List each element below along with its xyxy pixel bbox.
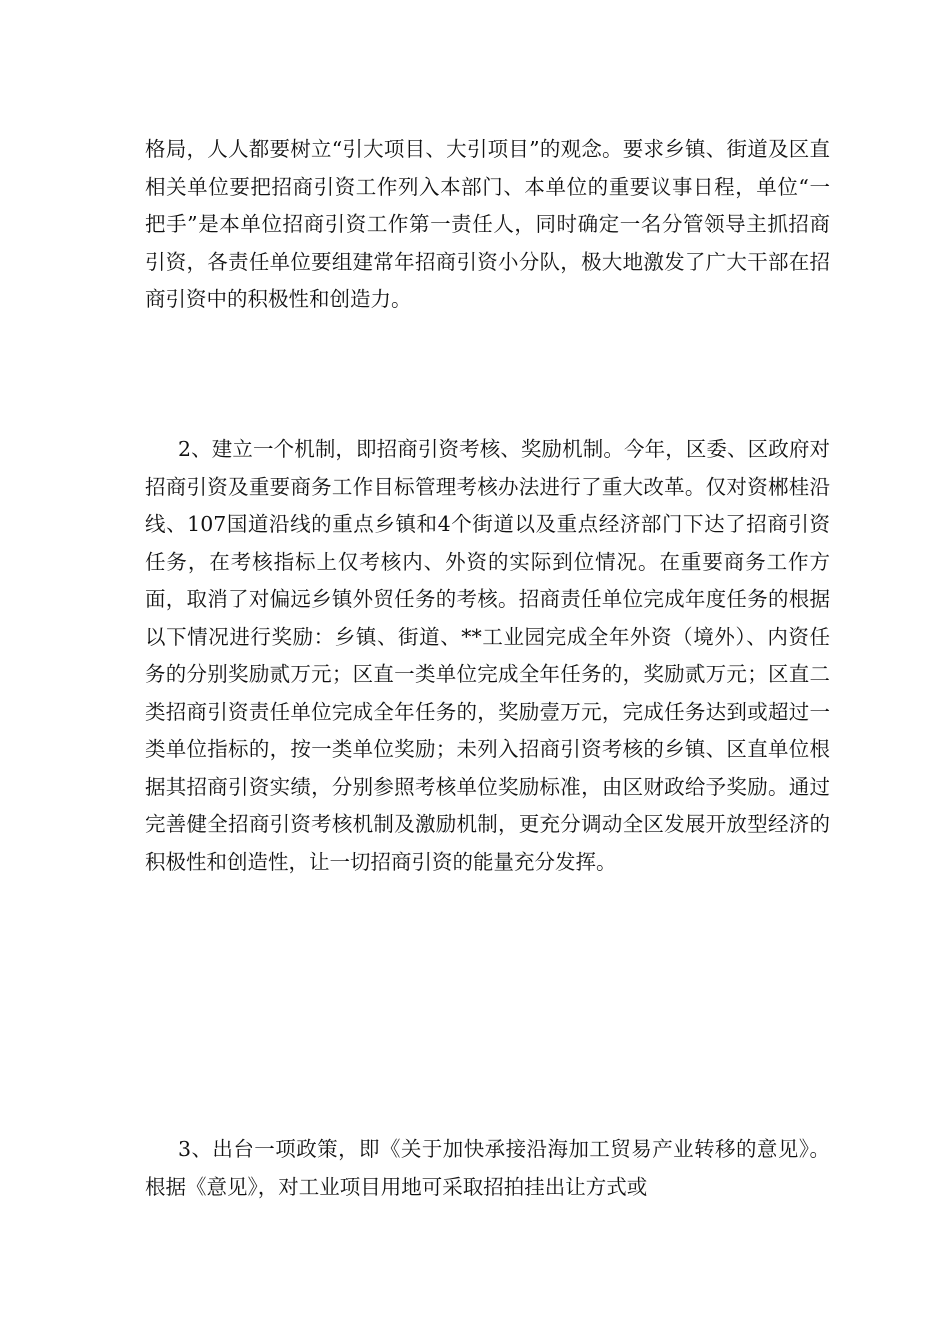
paragraph-text: 3、出台一项政策，即《关于加快承接沿海加工贸易产业转移的意见》。根据《意见》，对工业项目用地可采取招拍挂出让方式或 [145, 1137, 830, 1199]
paragraph-text: 2、建立一个机制，即招商引资考核、奖励机制。今年，区委、区政府对招商引资及重要商务工作目标管理考核办法进行了重大改革。仅对资郴桂沿线、107国道沿线的重点乡镇和4个街道以及重点经济部门下达了招商引资任务，在考核指标上仅考核内、外资的实际到位情况。在重要商务工作方面，取消了对偏远乡镇外贸任务的考核。招商责任单位完成年度任务的根据以下情况进行奖励：乡镇、街道、**工业园完成全年外资（境外）、内资任务的分别奖励贰万元；区直一类单位完成全年任务的，奖励贰万元；区直二类招商引资责任单位完成全年任务的，奖励壹万元，完成任务达到或超过一类单位指标的，按一类单位奖励；未列入招商引资考核的乡镇、区直单位根据其招商引资实绩，分别参照考核单位奖励标准，由区财政给予奖励。通过完善健全招商引资考核机制及激励机制，更充分调动全区发展开放型经济的积极性和创造性，让一切招商引资的能量充分发挥。 [145, 437, 830, 874]
paragraph-3 [145, 1131, 830, 1206]
paragraph-text: 格局，人人都要树立“引大项目、大引项目”的观念。要求乡镇、街道及区直相关单位要把招商引资工作列入本部门、本单位的重要议事日程，单位“一把手”是本单位招商引资工作第一责任人，同时确定一名分管领导主抓招商引资，各责任单位要组建常年招商引资小分队，极大地激发了广大干部在招商引资中的积极性和创造力。 [145, 137, 830, 311]
paragraph-1 [145, 131, 830, 319]
paragraph-2 [145, 431, 830, 881]
